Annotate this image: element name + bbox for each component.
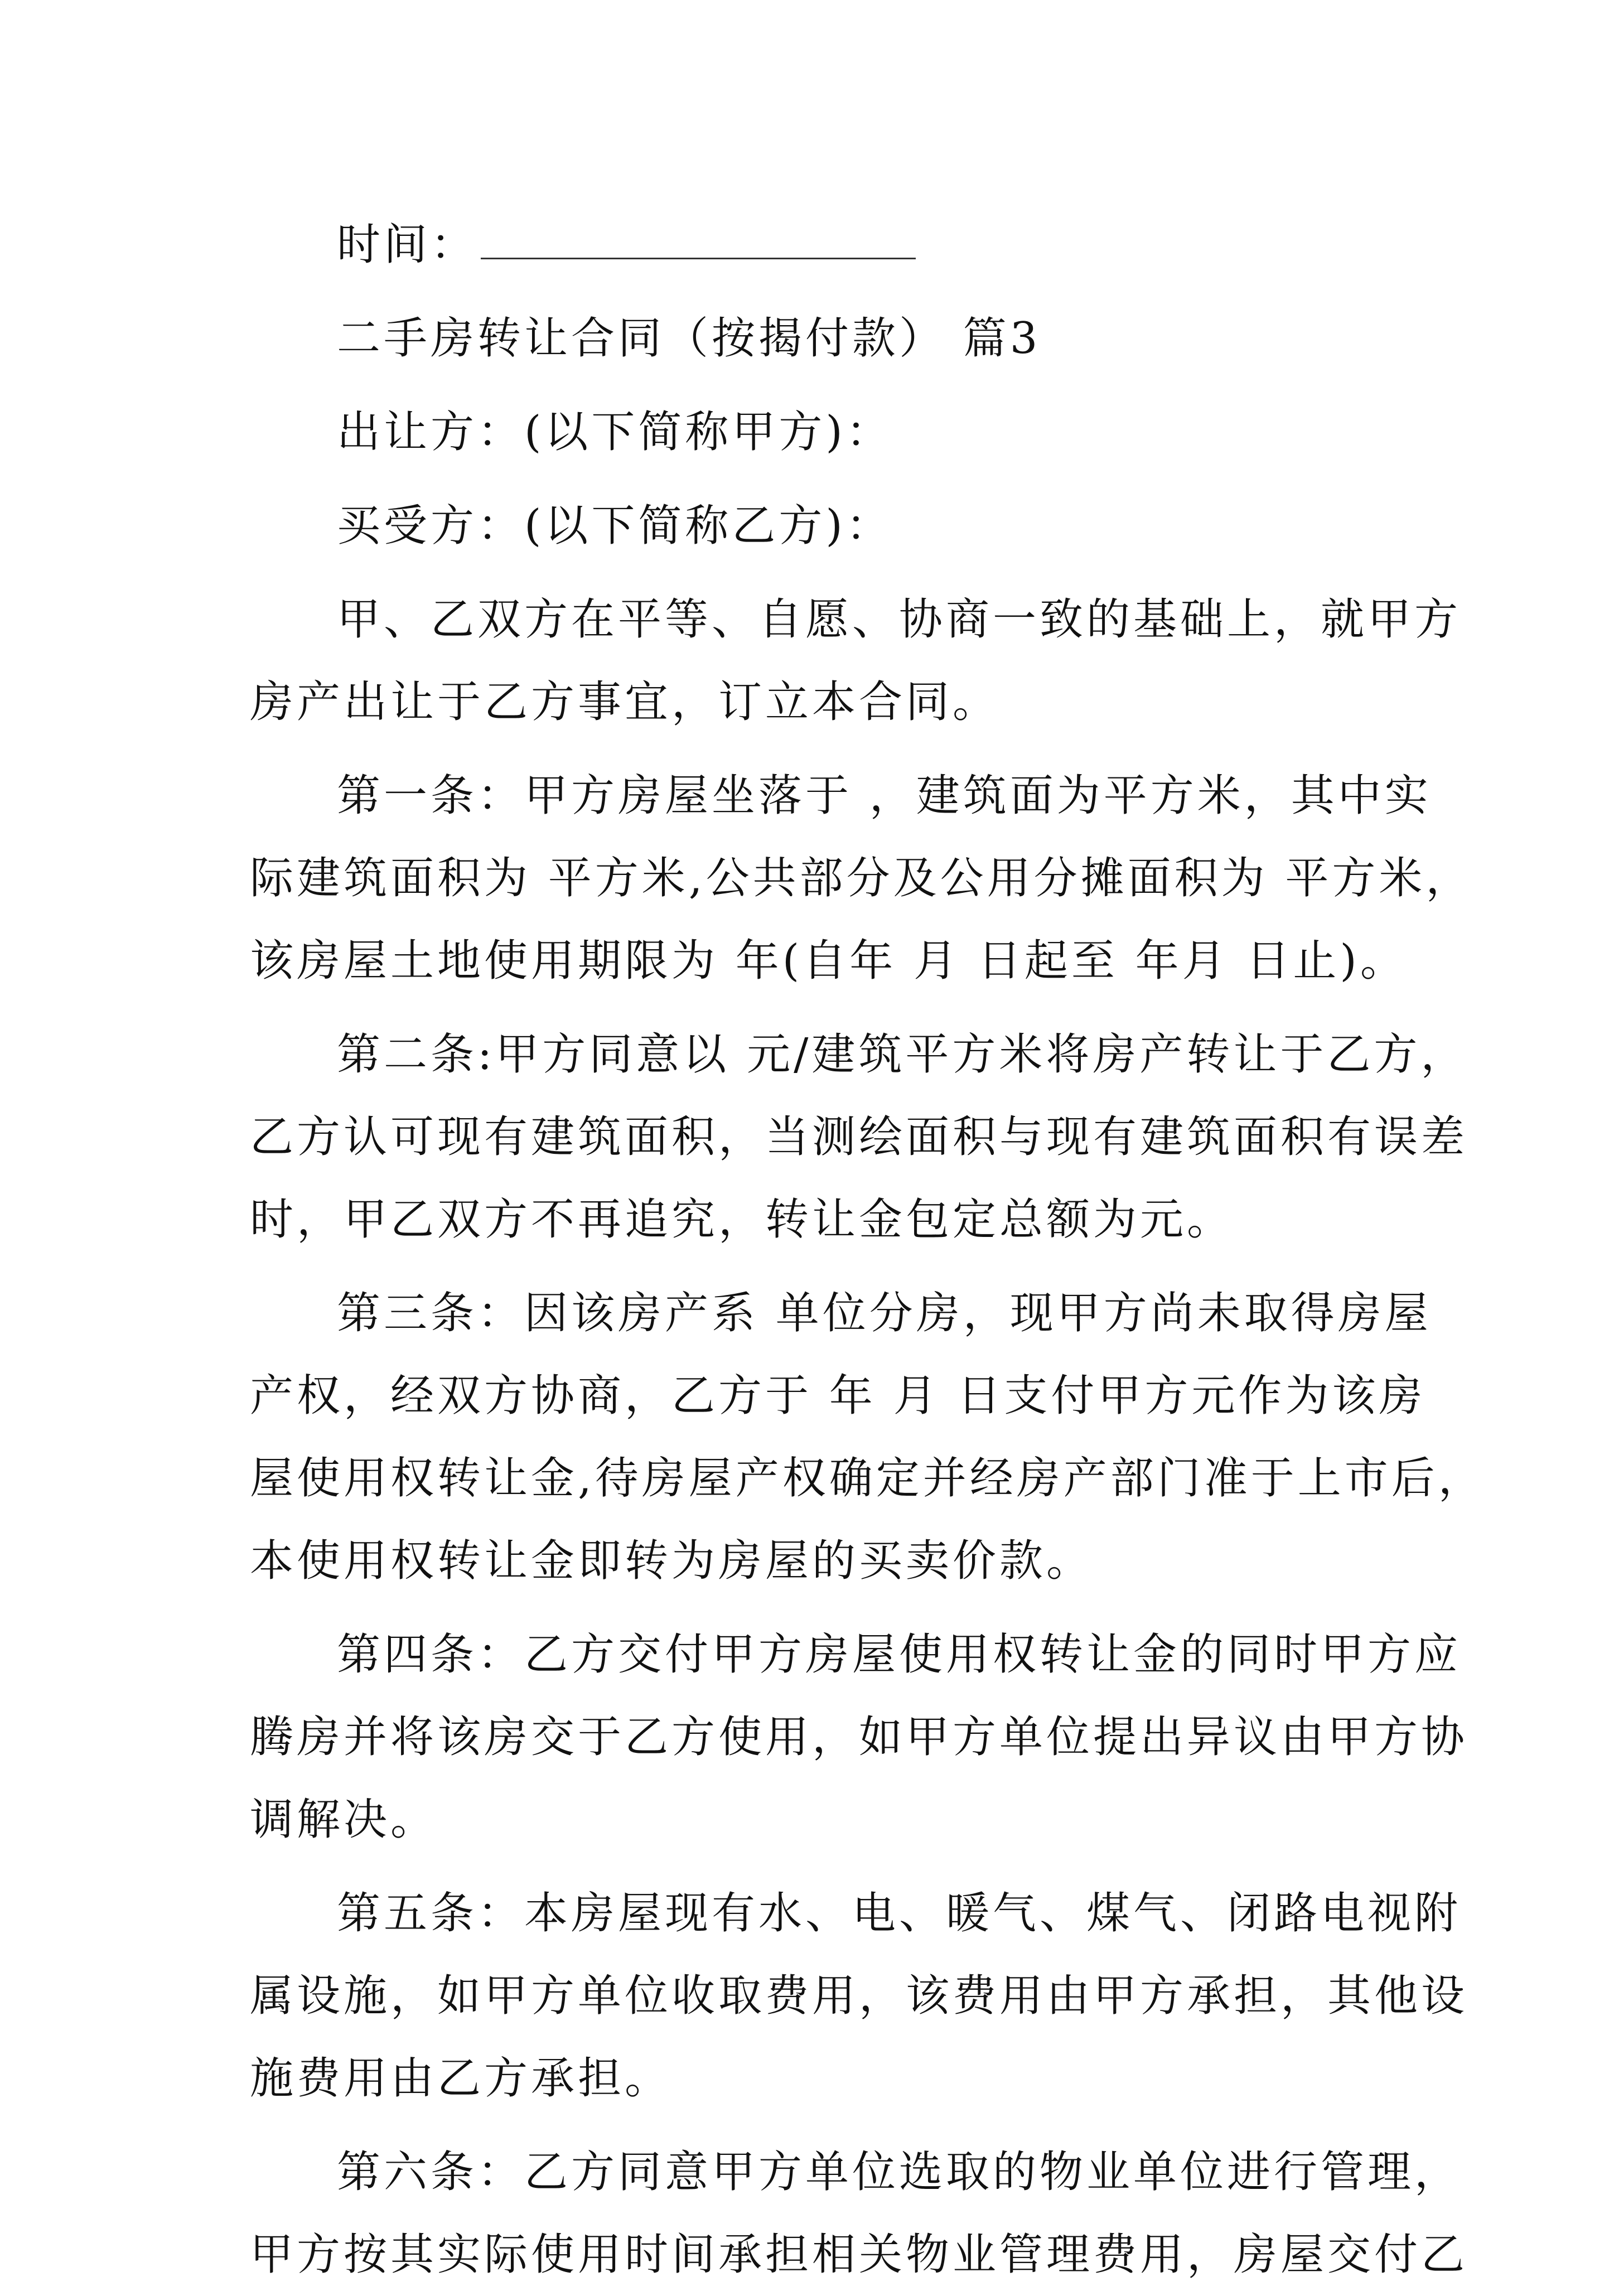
text-line: 调解决。 [250, 1795, 438, 1845]
text-line: 屋使用权转让金,待房屋产权确定并经房产部门准于上市后， [250, 1453, 1485, 1504]
text-line: 属设施，如甲方单位收取费用，该费用由甲方承担，其他设 [250, 1971, 1468, 2021]
text-line: 第四条：乙方交付甲方房屋使用权转让金的同时甲方应 [337, 1630, 1462, 1680]
text-line: 际建筑面积为 平方米,公共部分及公用分摊面积为 平方米， [250, 853, 1473, 903]
article-2 [250, 1013, 1468, 1261]
time-line [250, 204, 1376, 286]
text-line: 时，甲乙双方不再追究，转让金包定总额为元。 [250, 1195, 1234, 1245]
text-line: 第三条：因该房产系 单位分房，现甲方尚未取得房屋 [337, 1288, 1432, 1338]
text-line: 本使用权转让金即转为房屋的买卖价款。 [250, 1536, 1094, 1586]
document-body [250, 204, 1485, 2296]
text-line: 该房屋土地使用期限为 年(自年 月 日起至 年月 日止)。 [250, 936, 1407, 986]
text-line: 第一条：甲方房屋坐落于 ，建筑面为平方米，其中实 [337, 771, 1432, 821]
text-line: 房产出让于乙方事宜，订立本合同。 [250, 677, 1000, 727]
text-line: 产权，经双方协商，乙方于 年 月 日支付甲方元作为该房 [250, 1371, 1426, 1421]
text-line: 甲、乙双方在平等、自愿、协商一致的基础上，就甲方 [337, 594, 1462, 645]
article-4 [250, 1613, 1468, 1861]
text-line: 乙方认可现有建筑面积，当测绘面积与现有建筑面积有误差 [250, 1112, 1468, 1162]
text-line: 第五条：本房屋现有水、电、暖气、煤气、闭路电视附 [337, 1888, 1462, 1939]
seller-line: 出让方：(以下简称甲方)： [337, 407, 893, 457]
time-label: 时间： [337, 220, 478, 270]
article-1 [250, 755, 1473, 1002]
contract-heading: 二手房转让合同（按揭付款） 篇3 [337, 313, 1041, 364]
time-blank [481, 219, 916, 259]
text-line: 第六条：乙方同意甲方单位选取的物业单位进行管理， [337, 2147, 1462, 2197]
text-line: 腾房并将该房交于乙方使用，如甲方单位提出异议由甲方协 [250, 1712, 1468, 1762]
text-line: 施费用由乙方承担。 [250, 2053, 672, 2104]
article-3 [250, 1272, 1485, 1602]
buyer-line: 买受方：(以下简称乙方)： [337, 501, 893, 551]
article-5 [250, 1872, 1468, 2120]
text-line: 甲方按其实际使用时间承担相关物业管理费用，房屋交付乙 [250, 2230, 1468, 2280]
article-6 [250, 2131, 1468, 2296]
intro-paragraph [250, 578, 1462, 743]
text-line: 第二条:甲方同意以 元/建筑平方米将房产转让于乙方， [337, 1029, 1468, 1080]
